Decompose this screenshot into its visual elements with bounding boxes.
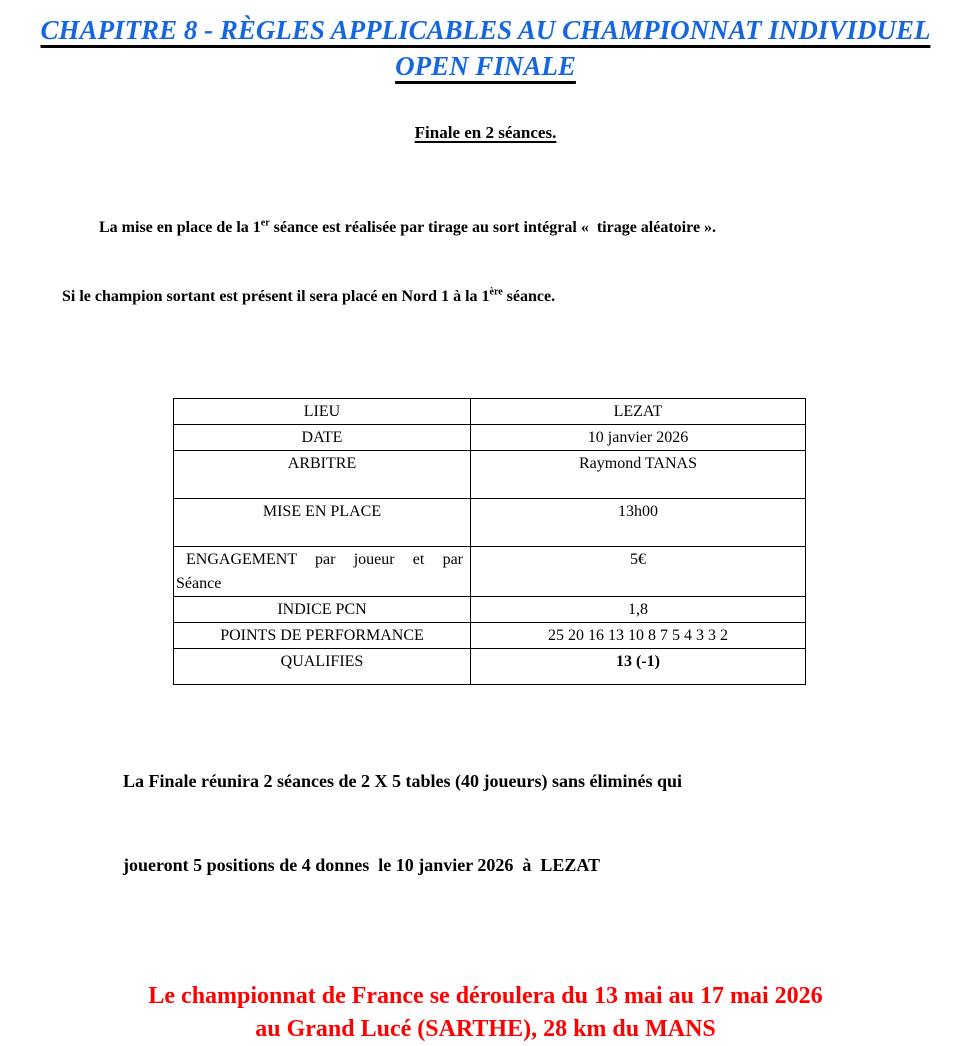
intro-paragraph (62, 170, 931, 354)
finale-note (123, 711, 911, 935)
cell-value: 1,8 (471, 597, 806, 623)
announcement-line-2: au Grand Lucé (SARTHE), 28 km du MANS (255, 1016, 716, 1042)
cell-value: 13h00 (471, 499, 806, 547)
cell-label (174, 547, 471, 597)
table-row-mise-en-place (174, 499, 806, 547)
table-row-qualifies (174, 649, 806, 685)
table-row-points-performance (174, 623, 806, 649)
table-row-indice-pcn (174, 597, 806, 623)
intro-line-2: Si le champion sortant est présent il sera placé en Nord 1 à la 1ère séance. (62, 286, 556, 305)
title-line-1: CHAPITRE 8 - RÈGLES APPLICABLES AU CHAMPIONNAT INDIVIDUEL (40, 15, 931, 45)
info-table (173, 398, 806, 685)
table-row-arbitre (174, 451, 806, 499)
announcement-line-1: Le championnat de France se déroulera du 13 mai au 17 mai 2026 (148, 983, 823, 1009)
cell-label: DATE (174, 425, 471, 451)
cell-value: LEZAT (471, 399, 806, 425)
cell-label: LIEU (174, 399, 471, 425)
intro-line-1: La mise en place de la 1er séance est réalisée par tirage au sort intégral « tirage aléatoire ». (99, 217, 717, 236)
engagement-label-line-2: Séance (176, 575, 222, 592)
cell-label: QUALIFIES (174, 649, 471, 685)
cell-value: 13 (-1) (471, 649, 806, 685)
cell-value: Raymond TANAS (471, 451, 806, 499)
document-page (0, 12, 971, 1042)
page-title (18, 12, 953, 84)
championship-announcement (0, 980, 971, 1046)
cell-value: 25 20 16 13 10 8 7 5 4 3 3 2 (471, 623, 806, 649)
title-line-2: OPEN FINALE (395, 51, 576, 81)
engagement-label-line-1: ENGAGEMENT par joueur et par (186, 551, 463, 568)
cell-value: 5€ (471, 547, 806, 597)
cell-label: MISE EN PLACE (174, 499, 471, 547)
note-line-1: La Finale réunira 2 séances de 2 X 5 tables (40 joueurs) sans éliminés qui (123, 771, 683, 791)
table-row-date (174, 425, 806, 451)
cell-value: 10 janvier 2026 (471, 425, 806, 451)
note-line-2: joueront 5 positions de 4 donnes le 10 janvier 2026 à LEZAT (123, 855, 601, 875)
table-row-lieu (174, 399, 806, 425)
cell-label: POINTS DE PERFORMANCE (174, 623, 471, 649)
table-row-engagement (174, 547, 806, 597)
cell-label: ARBITRE (174, 451, 471, 499)
cell-label: INDICE PCN (174, 597, 471, 623)
section-subtitle: Finale en 2 séances. (414, 123, 557, 142)
